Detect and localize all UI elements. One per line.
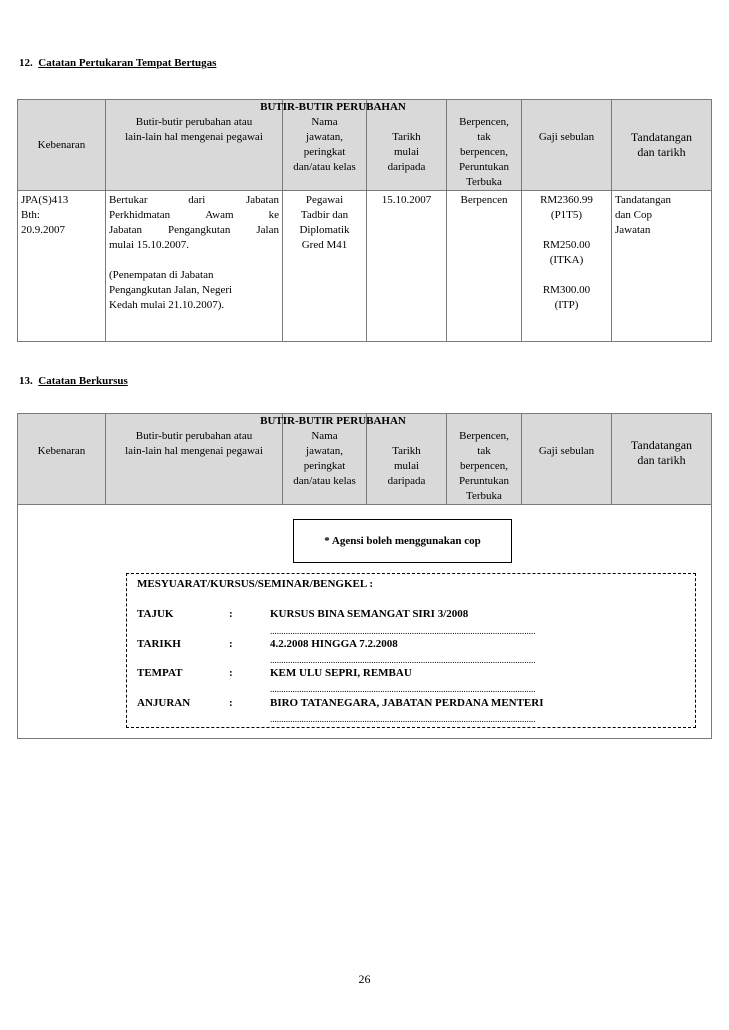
cell-tarikh: 15.10.2007 <box>367 191 447 342</box>
table-row <box>18 191 712 342</box>
dotted-line: ...................................................................................................................... <box>270 628 536 634</box>
stamp-colon: : <box>229 608 233 620</box>
stamp-label-tempat: TEMPAT <box>137 667 183 679</box>
page-number: 26 <box>358 972 371 986</box>
dotted-line: ...................................................................................................................... <box>270 716 536 722</box>
header-tarikh: Tarikh mulai daripada <box>367 414 447 505</box>
header-row <box>18 100 712 191</box>
cell-kebenaran: JPA(S)413 Bth: 20.9.2007 <box>18 191 106 342</box>
header-butir-butir-perubahan: BUTIR-BUTIR PERUBAHAN <box>260 415 406 427</box>
stamp-value-anjuran: BIRO TATANEGARA, JABATAN PERDANA MENTERI <box>270 697 544 709</box>
cell-tandatangan: Tandatangan dan Cop Jawatan <box>612 191 712 342</box>
header-tandatangan: Tandatangan dan tarikh <box>612 414 712 505</box>
dotted-line: ...................................................................................................................... <box>270 657 536 663</box>
table-section-12 <box>17 99 712 342</box>
stamp-colon: : <box>229 697 233 709</box>
stamp-colon: : <box>229 638 233 650</box>
butir-line: Jabatan Pengangkutan Jalan <box>109 224 279 236</box>
stamp-colon: : <box>229 667 233 679</box>
header-kebenaran: Kebenaran <box>18 100 106 191</box>
header-nama: BUTIR-BUTIR PERUBAHAN Nama jawatan, peringkat dan/atau kelas <box>283 414 367 505</box>
cell-nama: Pegawai Tadbir dan Diplomatik Gred M41 <box>283 191 367 342</box>
dotted-line: ...................................................................................................................... <box>270 686 536 692</box>
stamp-label-tajuk: TAJUK <box>137 608 174 620</box>
header-row <box>18 414 712 505</box>
stamp-value-tarikh: 4.2.2008 HINGGA 7.2.2008 <box>270 638 398 650</box>
section-13-label: Catatan Berkursus <box>38 375 128 387</box>
stamp-label-tarikh: TARIKH <box>137 638 181 650</box>
stamp-value-tempat: KEM ULU SEPRI, REMBAU <box>270 667 412 679</box>
cell-gaji: RM2360.99 (P1T5) RM250.00 (ITKA) RM300.00 (ITP) <box>522 191 612 342</box>
section-12-label: Catatan Pertukaran Tempat Bertugas <box>38 57 217 69</box>
header-gaji: Gaji sebulan <box>522 414 612 505</box>
header-tandatangan: Tandatangan dan tarikh <box>612 100 712 191</box>
section-12-number: 12. <box>19 57 33 69</box>
cop-note-box: * Agensi boleh menggunakan cop <box>293 519 512 563</box>
header-tarikh: Tarikh mulai daripada <box>367 100 447 191</box>
stamp-heading: MESYUARAT/KURSUS/SEMINAR/BENGKEL : <box>137 578 374 590</box>
butir-line: Bertukar dari Jabatan <box>109 194 279 206</box>
header-butir-desc: Butir-butir perubahan atau lain-lain hal mengenai pegawai <box>106 414 283 505</box>
cell-berpencen: Berpencen <box>447 191 522 342</box>
butir-line: Perkhidmatan Awam ke <box>109 209 279 221</box>
cell-butir: Bertukar dari Jabatan Perkhidmatan Awam ke Jabatan Pengangkutan Jalan mulai 15.10.2007. (Penempatan di Jabatan Pengangkutan Jalan, Negeri Kedah mulai 21.10.2007). <box>106 191 283 342</box>
header-gaji: Gaji sebulan <box>522 100 612 191</box>
section-13-number: 13. <box>19 375 33 387</box>
header-butir-desc: Butir-butir perubahan atau lain-lain hal mengenai pegawai <box>106 100 283 191</box>
header-kebenaran: Kebenaran <box>18 414 106 505</box>
stamp-label-anjuran: ANJURAN <box>137 697 191 709</box>
stamp-value-tajuk: KURSUS BINA SEMANGAT SIRI 3/2008 <box>270 608 469 620</box>
header-butir-butir-perubahan: BUTIR-BUTIR PERUBAHAN <box>260 101 406 113</box>
header-berpencen: Berpencen, tak berpencen, Peruntukan Terbuka <box>447 100 522 191</box>
header-berpencen: Berpencen, tak berpencen, Peruntukan Terbuka <box>447 414 522 505</box>
header-nama: BUTIR-BUTIR PERUBAHAN Nama jawatan, peringkat dan/atau kelas <box>283 100 367 191</box>
section-13-title <box>19 375 128 387</box>
section-12-title <box>19 57 216 69</box>
